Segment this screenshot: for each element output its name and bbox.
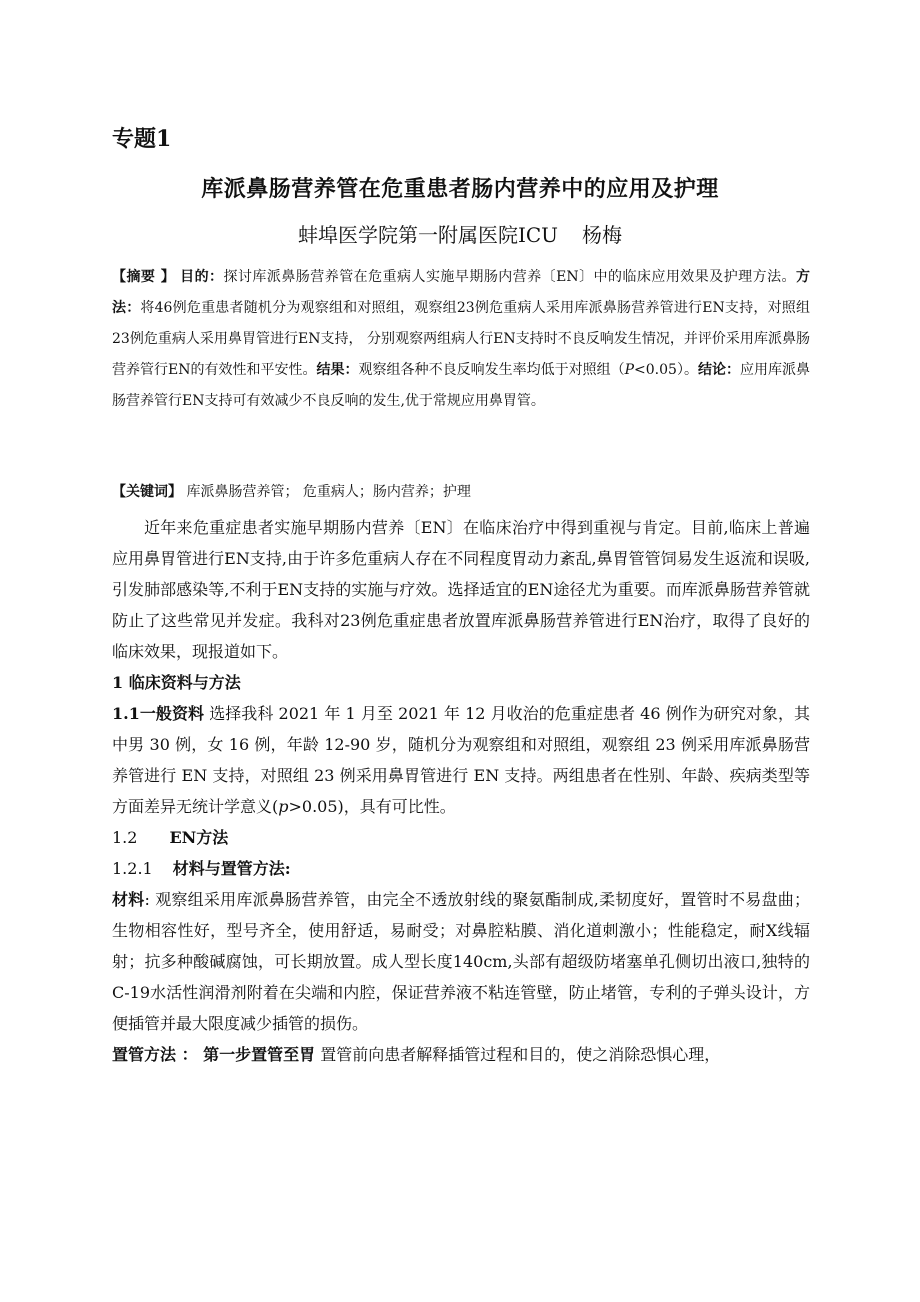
topic-label: 专题1 [112, 126, 172, 152]
main-body [112, 512, 810, 1070]
keywords-label: 【关键词】 [112, 484, 182, 500]
material-label: 材料 [112, 890, 145, 909]
conclusion-text: 应用库派鼻肠营养管行EN支持可有效减少不良反响的发生,优于常规应用鼻胃管。 [112, 362, 811, 409]
keywords [112, 480, 810, 504]
purpose-label: 目的： [180, 269, 224, 285]
section-1-2-1-heading [112, 853, 810, 884]
material-text: : 观察组采用库派鼻肠营养管，由完全不透放射线的聚氨酯制成,柔韧度好，置管时不易盘曲；生物相容性好，型号齐全，使用舒适，易耐受；对鼻腔粘膜、消化道刺激小；性能稳定，耐X线辐射；抗多种酸碱腐蚀，可长期放置。成人型长度140cm,头部有超级防堵塞单孔侧切出液口,独特的C-19水活性润滑剂附着在尖端和内腔，保证营养液不粘连管壁，防止堵管，专利的子弹头设计，方便插管并最大限度减少插管的损伤。 [112, 890, 810, 1033]
result-label: 结果： [316, 362, 359, 378]
section-1-1-label: 1.1一般资料 [112, 704, 205, 723]
result-text-b: <0.05）。 [634, 362, 698, 378]
method-label: 方法： [112, 269, 811, 316]
section-1-2-number: 1.2 [112, 828, 138, 847]
section-1-heading: 1 临床资料与方法 [112, 673, 241, 692]
keywords-text: 库派鼻肠营养管； 危重病人；肠内营养；护理 [186, 484, 471, 500]
placement-label: 置管方法 ： 第一步置管至胃 [112, 1045, 316, 1064]
placement-text: 置管前向患者解释插管过程和目的，使之消除恐惧心理， [315, 1045, 721, 1064]
author-affiliation: 蚌埠医学院第一附属医院ICU [297, 223, 559, 247]
section-1-2-1-title: 材料与置管方法: [172, 859, 291, 878]
material-paragraph [112, 884, 810, 1039]
section-1-2-1-number: 1.2.1 [112, 859, 153, 878]
result-text-a: 观察组各种不良反响发生率均低于对照组（ [358, 362, 625, 378]
section-1-2-heading [112, 822, 810, 853]
section-1-2-title: EN方法 [169, 828, 229, 847]
abstract-label: 【摘要 】 [112, 269, 176, 285]
section-1-1-text-a: 选择我科 2021 年 1 月至 2021 年 12 月收治的危重症患者 46 例作为研究对象，其中男 30 例，女 16 例，年龄 12-90 岁，随机分为观察组和对照组，观察组 23 例采用库派鼻肠营养管进行 EN 支持，对照组 23 例采用鼻胃管进行 EN 支持。两组患者在性别、年龄、疾病类型等方面差异无统计学意义( [112, 704, 810, 816]
section-1-1-text-b: >0.05)，具有可比性。 [288, 797, 456, 816]
author-line [110, 219, 810, 248]
purpose-text: 探讨库派鼻肠营养管在危重病人实施早期肠内营养〔EN〕中的临床应用效果及护理方法。 [223, 269, 797, 285]
conclusion-label: 结论： [697, 362, 740, 378]
section-1-1-p-symbol: p [278, 797, 289, 816]
article-title: 库派鼻肠营养管在危重患者肠内营养中的应用及护理 [201, 176, 719, 202]
method-text: 将46例危重患者随机分为观察组和对照组，观察组23例危重病人采用库派鼻肠营养管进行EN支持，对照组23例危重病人采用鼻胃管进行EN支持， 分别观察两组病人行EN支持时不良反响发生情况，并评价采用库派鼻肠营养管行EN的有效性和平安性。 [112, 300, 810, 378]
section-1-1-paragraph [112, 698, 810, 822]
placement-paragraph [112, 1039, 810, 1070]
intro-paragraph: 近年来危重症患者实施早期肠内营养〔EN〕在临床治疗中得到重视与肯定。目前,临床上普遍应用鼻胃管进行EN支持,由于许多危重病人存在不同程度胃动力紊乱,鼻胃管管饲易发生返流和误吸,引发肺部感染等,不利于EN支持的实施与疗效。选择适宜的EN途径尤为重要。而库派鼻肠营养管就防止了这些常见并发症。我科对23例危重症患者放置库派鼻肠营养管进行EN治疗，取得了良好的临床效果，现报道如下。 [112, 518, 810, 661]
abstract [112, 262, 810, 417]
result-p-symbol: P [624, 362, 635, 378]
author-name: 杨梅 [582, 223, 623, 247]
